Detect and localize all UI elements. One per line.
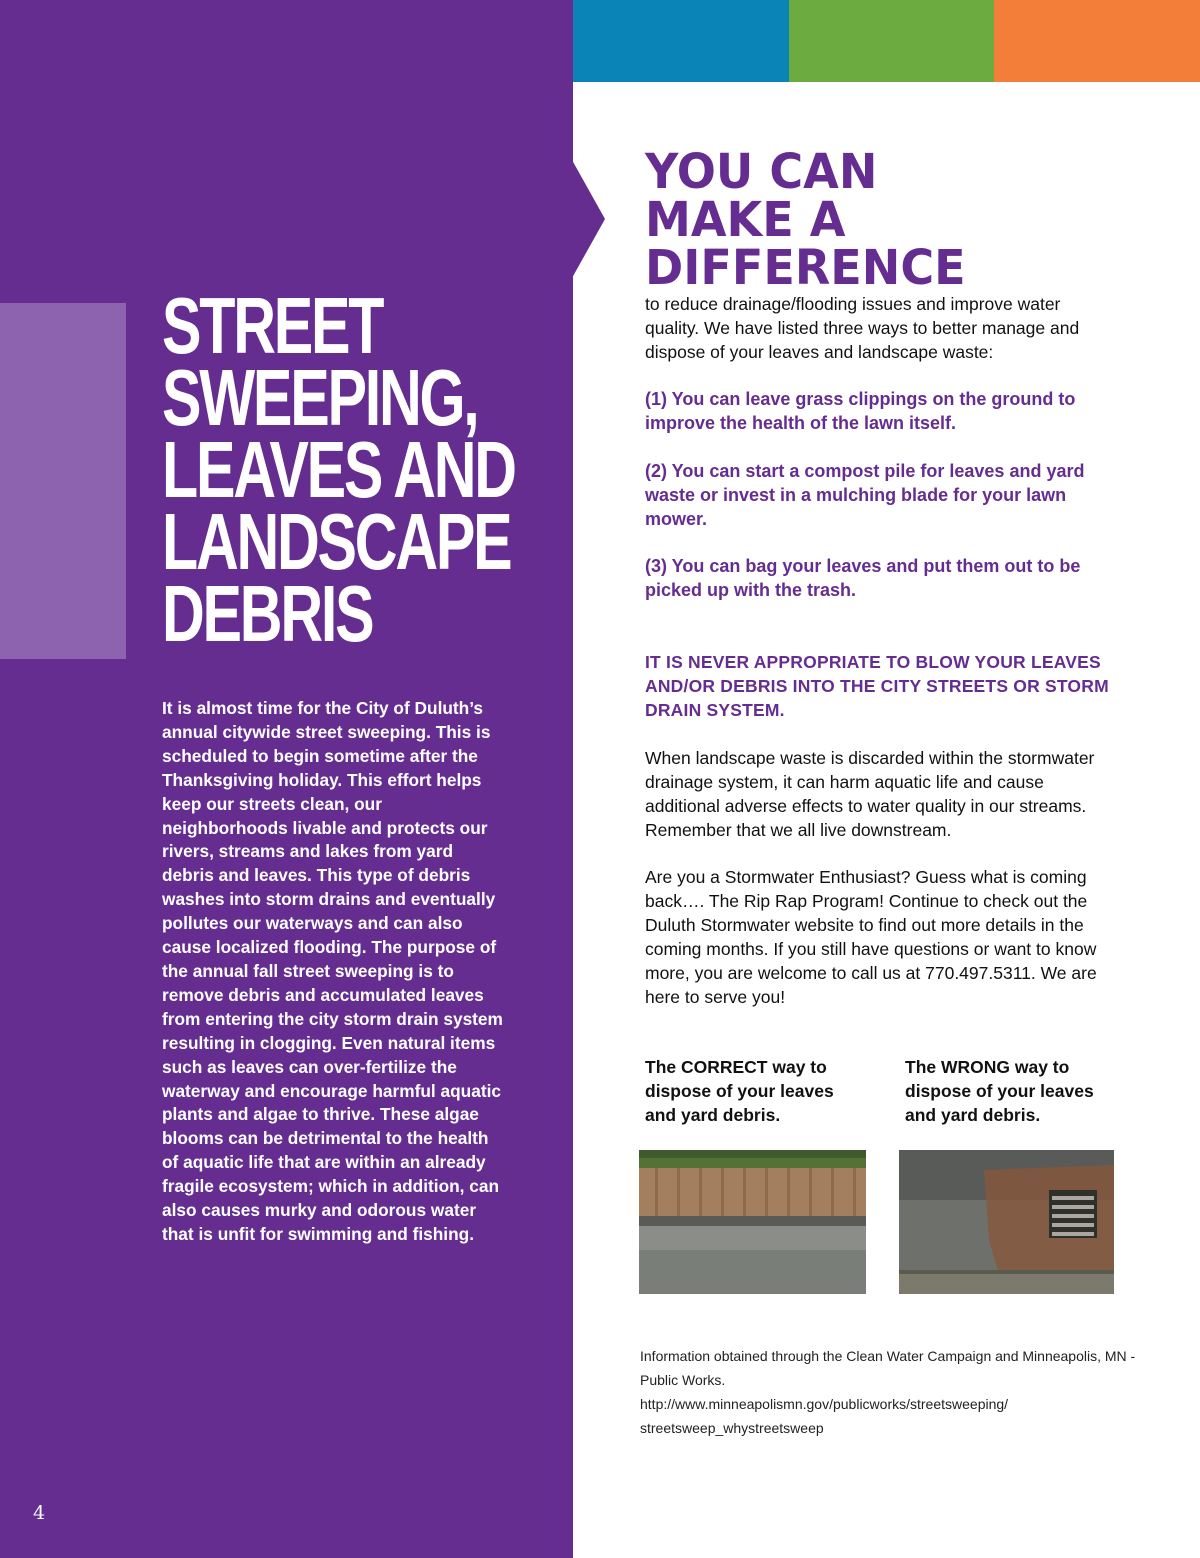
right-title-line: DIFFERENCE	[645, 240, 966, 296]
way-item-3: (3) You can bag your leaves and put them out to be picked up with the trash.	[645, 556, 1081, 600]
left-title-line: LEAVES AND	[162, 425, 515, 514]
left-title-line: LANDSCAPE	[162, 497, 511, 586]
way-item-1: (1) You can leave grass clippings on the ground to improve the health of the lawn itself.	[645, 389, 1076, 433]
warning-heading: IT IS NEVER APPROPRIATE TO BLOW YOUR LEAVES AND/OR DEBRIS INTO THE CITY STREETS OR STORM DRAIN SYSTEM.	[645, 652, 1109, 720]
source-url-continued[interactable]: streetsweep_whystreetsweep	[640, 1420, 824, 1436]
accent-block	[0, 303, 126, 659]
color-bar-blue	[573, 0, 789, 82]
caption-correct: The CORRECT way to dispose of your leaves and yard debris.	[645, 1057, 834, 1125]
left-title-line: SWEEPING,	[162, 353, 478, 442]
color-bar-green	[789, 0, 994, 82]
left-body-text: It is almost time for the City of Duluth’s annual citywide street sweeping. This is scheduled to begin sometime after the Thanksgiving holiday. This effort helps keep our streets clean, our neighborhoods livable and protects our rivers, streams and lakes from yard debris and leaves. This type of debris washes into storm drains and eventually pollutes our waterways and can also cause localized flooding. The purpose of the annual fall street sweeping is to remove debris and accumulated leaves from entering the city storm drain system resulting in clogging. Even natural items such as leaves can over-fertilize the waterway and encourage harmful aquatic plants and algae to thrive. These algae blooms can be detrimental to the health of aquatic life that are within an already fragile ecosystem; which in addition, can also causes murky and odorous water that is unfit for swimming and fishing.	[162, 698, 503, 1244]
left-title-line: DEBRIS	[162, 569, 373, 658]
paragraph-harm: When landscape waste is discarded within the stormwater drainage system, it can harm aquatic life and cause additional adverse effects to water quality in our streams. Remember that we all live downstream.	[645, 748, 1095, 840]
photo-bagged-leaves	[639, 1150, 866, 1294]
page-number: 4	[33, 1502, 46, 1524]
right-title-line: YOU CAN	[645, 144, 878, 200]
source-url[interactable]: http://www.minneapolismn.gov/publicworks/streetsweeping/	[640, 1396, 1009, 1412]
left-title	[162, 281, 515, 658]
photo-clogged-drain	[899, 1150, 1114, 1294]
paragraph-rip-rap: Are you a Stormwater Enthusiast? Guess what is coming back…. The Rip Rap Program! Continue to check out the Duluth Stormwater website to find out more details in the coming months. If you still have questions or want to know more, you are welcome to call us at 770.497.5311. We are here to serve you!	[645, 867, 1097, 1007]
source-note	[640, 1344, 1160, 1440]
right-title-line: MAKE A	[645, 192, 846, 248]
source-text: Information obtained through the Clean Water Campaign and Minneapolis, MN - Public Works.	[640, 1348, 1136, 1388]
arrow-pointer	[572, 160, 605, 278]
left-title-line: STREET	[162, 281, 383, 370]
right-title	[645, 144, 966, 296]
color-bar-orange	[994, 0, 1200, 82]
way-item-2: (2) You can start a compost pile for leaves and yard waste or invest in a mulching blade for your lawn mower.	[645, 461, 1085, 529]
caption-wrong: The WRONG way to dispose of your leaves and yard debris.	[905, 1057, 1094, 1125]
intro-text: to reduce drainage/flooding issues and improve water quality. We have listed three ways to better manage and dispose of your leaves and landscape waste:	[645, 294, 1080, 362]
